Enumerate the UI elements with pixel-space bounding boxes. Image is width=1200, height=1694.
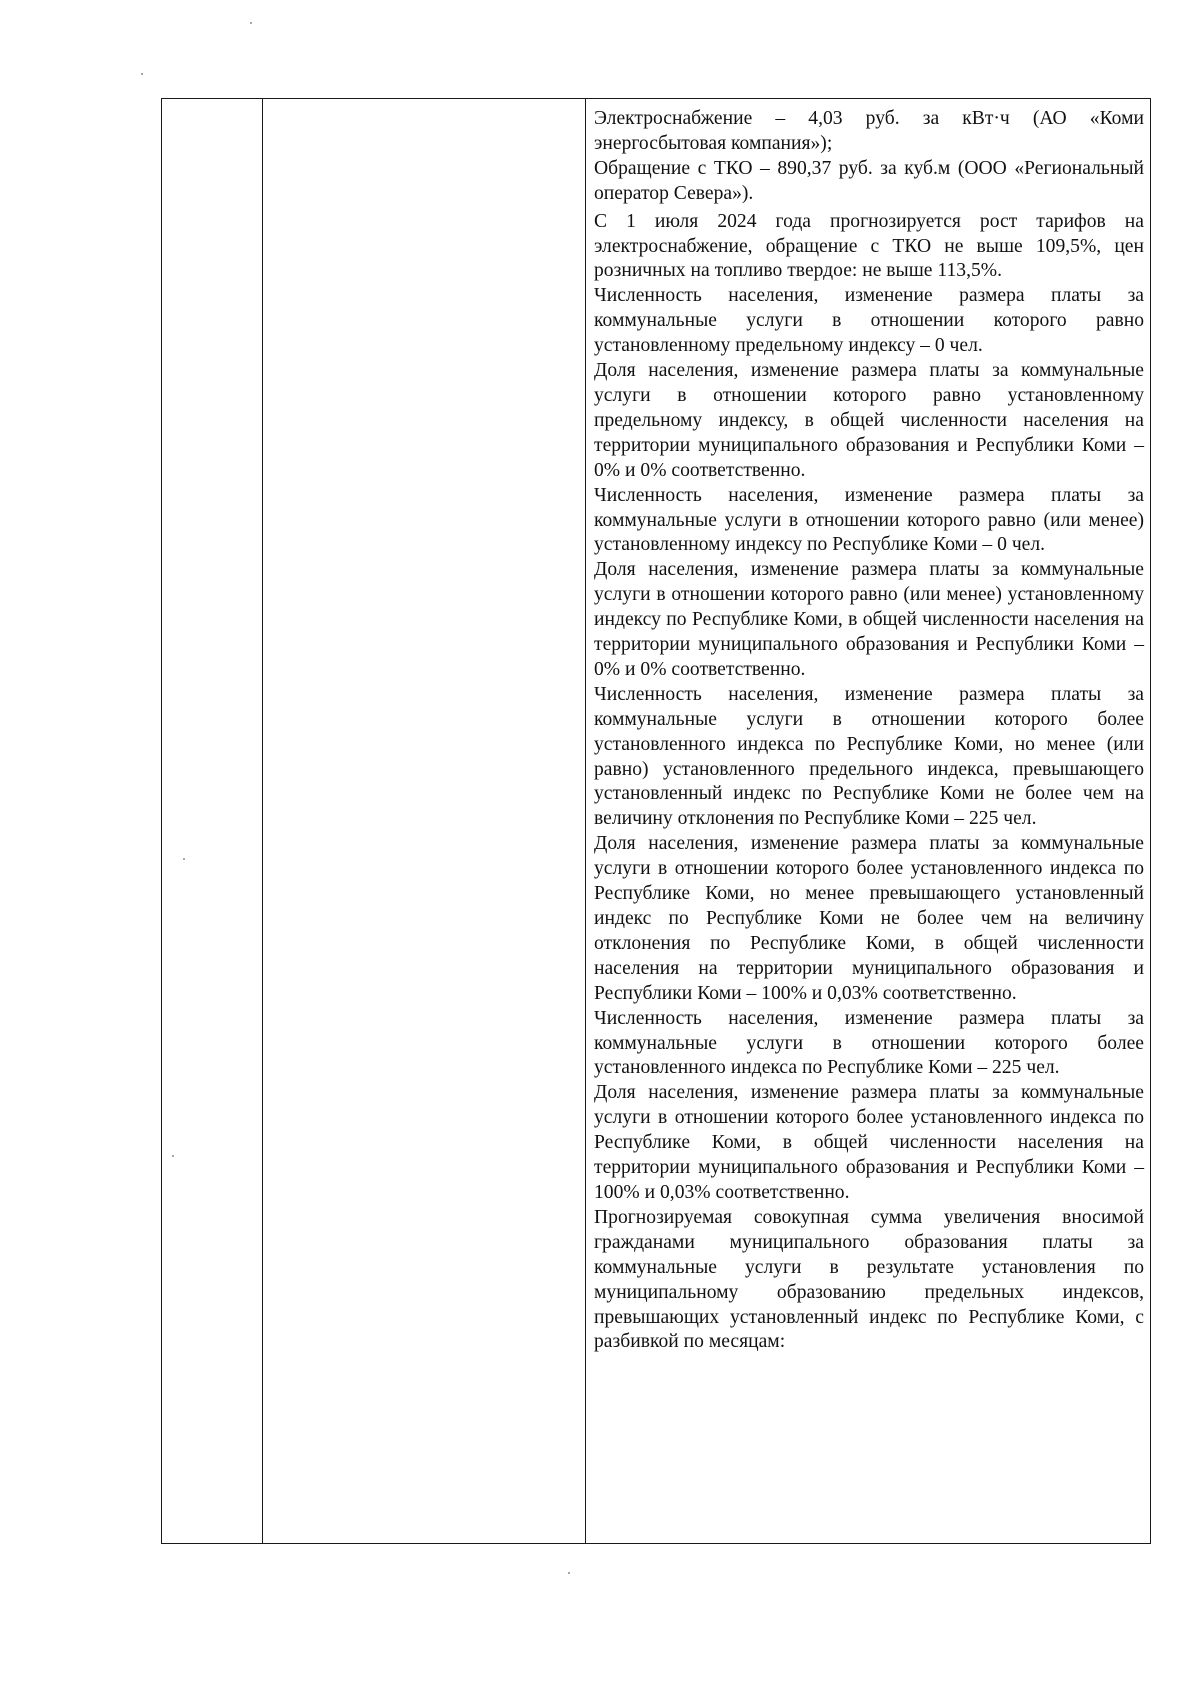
cell-text-block [586, 99, 1150, 1355]
table-row [162, 99, 1151, 1544]
scan-speck [141, 73, 143, 75]
paragraph: Доля населения, изменение размера платы за коммунальные услуги в отношении которого более установленного индекса по Республике Коми, в общей численности населения на территории муниципального образования и Республики Коми – 100% и 0,03% соответственно. [594, 1082, 1144, 1203]
paragraph: Доля населения, изменение размера платы за коммунальные услуги в отношении которого равно установленному предельному индексу, в общей численности населения на территории муниципального образования и Республики Коми – 0% и 0% соответственно. [594, 360, 1144, 481]
paragraph: С 1 июля 2024 года прогнозируется рост тарифов на электроснабжение, обращение с ТКО не выше 109,5%, цен розничных на топливо твердое: не выше 113,5%. [594, 210, 1144, 282]
paragraph: Обращение с ТКО – 890,37 руб. за куб.м (ООО «Региональный оператор Севера»). [594, 157, 1144, 204]
paragraph: Численность населения, изменение размера платы за коммунальные услуги в отношении которого равно (или менее) установленному индексу по Республике Коми – 0 чел. [594, 484, 1144, 556]
paragraph: Численность населения, изменение размера платы за коммунальные услуги в отношении которого равно установленному предельному индексу – 0 чел. [594, 285, 1144, 357]
paragraph: Доля населения, изменение размера платы за коммунальные услуги в отношении которого более установленного индекса по Республике Коми, но менее превышающего установленный индекс по Республике Коми не более чем на величину отклонения по Республике Коми, в общей численности населения на территории муниципального образования и Республики Коми – 100% и 0,03% соответственно. [594, 833, 1144, 1004]
paragraph: Численность населения, изменение размера платы за коммунальные услуги в отношении которого более установленного индекса по Республике Коми – 225 чел. [594, 1007, 1144, 1079]
document-table [161, 98, 1151, 1544]
paragraph: Электроснабжение – 4,03 руб. за кВт·ч (АО «Коми энергосбытовая компания»); [594, 108, 1144, 154]
table-cell-content [586, 99, 1151, 1544]
table-cell-number [162, 99, 263, 1544]
table-cell-label [263, 99, 586, 1544]
scan-speck [568, 1572, 570, 1574]
paragraph: Прогнозируемая совокупная сумма увеличения вносимой гражданами муниципального образования платы за коммунальные услуги в результате установления по муниципальному образованию предельных индексов, превышающих установленный индекс по Республике Коми, с разбивкой по месяцам: [594, 1206, 1144, 1353]
paragraph: Доля населения, изменение размера платы за коммунальные услуги в отношении которого равно (или менее) установленному индексу по Республике Коми, в общей численности населения на территории муниципального образования и Республики Коми – 0% и 0% соответственно. [594, 559, 1144, 680]
scan-speck [250, 22, 252, 24]
paragraph: Численность населения, изменение размера платы за коммунальные услуги в отношении которого более установленного индекса по Республике Коми, но менее (или равно) установленного предельного индекса, превышающего установленный индекс по Республике Коми не более чем на величину отклонения по Республике Коми – 225 чел. [594, 683, 1144, 830]
